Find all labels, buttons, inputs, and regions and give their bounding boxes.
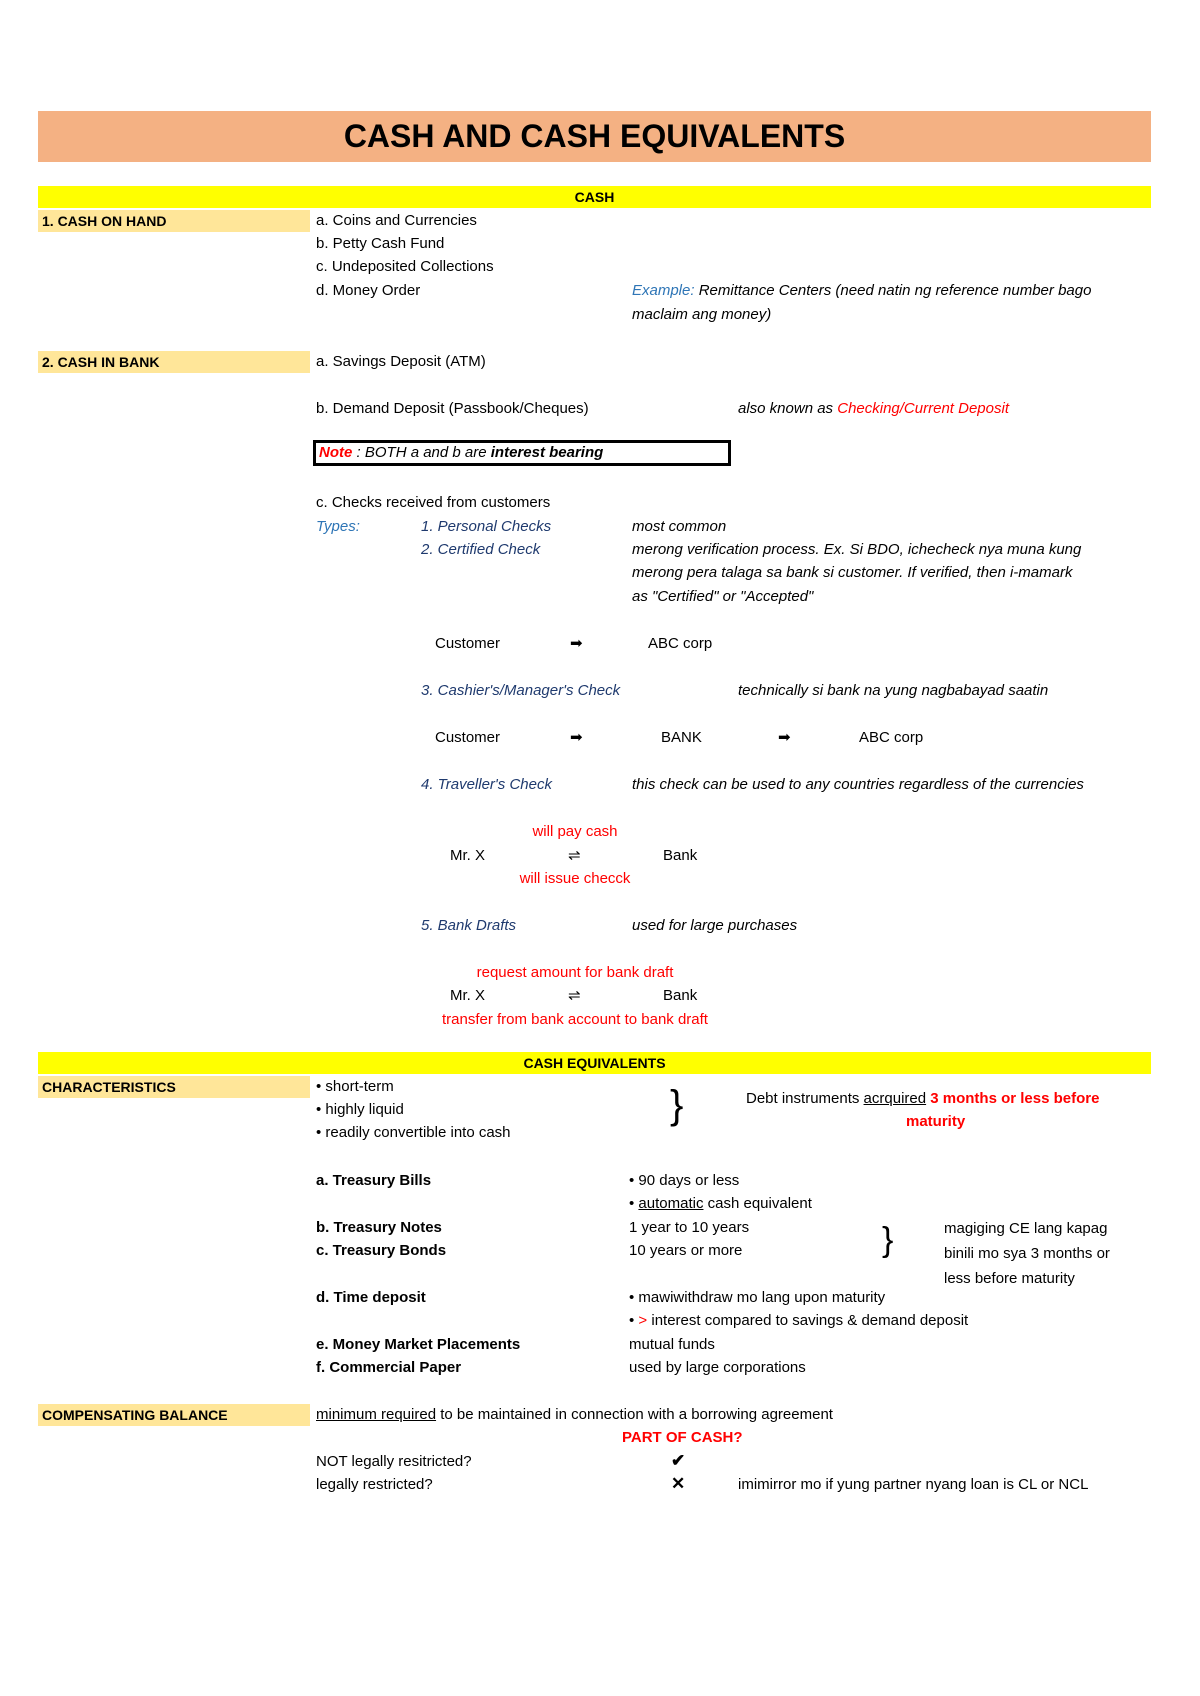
note-bold: interest bearing <box>490 444 604 461</box>
debt-red: 3 months or less before <box>926 1090 1100 1107</box>
aka-label: also known as <box>738 400 834 417</box>
types-label: Types: <box>316 518 360 535</box>
debt-pre: Debt instruments <box>746 1090 864 1107</box>
example-text: Remittance Centers (need natin ng reference number bago <box>698 282 1092 299</box>
type-3: 3. Cashier's/Manager's Check <box>421 682 621 699</box>
ce-item-d-desc-2 <box>629 1311 968 1331</box>
check-icon: ✔ <box>671 1451 686 1470</box>
coh-item-c: c. Undeposited Collections <box>316 258 494 275</box>
type-1: 1. Personal Checks <box>421 518 552 535</box>
ce-item-b: b. Treasury Notes <box>316 1219 442 1236</box>
exchange-arrow-icon: ⇌ <box>568 987 581 1004</box>
ce-item-c: c. Treasury Bonds <box>316 1242 447 1259</box>
coh-item-a: a. Coins and Currencies <box>316 212 477 229</box>
right-brace-icon: } <box>670 1083 684 1127</box>
flow1-abc-corp: ABC corp <box>648 635 713 652</box>
automatic-text: automatic <box>638 1195 704 1212</box>
characteristic-3: • readily convertible into cash <box>316 1124 511 1141</box>
flow2-bank: BANK <box>661 729 702 746</box>
debt-maturity: maturity <box>906 1113 966 1130</box>
ce-item-c-desc: 10 years or more <box>629 1242 743 1259</box>
bullet: • <box>629 1195 639 1212</box>
type-5-desc: used for large purchases <box>632 917 798 934</box>
coh-item-b: b. Petty Cash Fund <box>316 235 445 252</box>
note-colon: : <box>352 444 365 461</box>
type-2-desc-2: merong pera talaga sa bank si customer. If verified, then i-mamark <box>632 564 1073 581</box>
flow4-bank: Bank <box>663 987 698 1004</box>
debt-instruments-note <box>746 1089 1099 1109</box>
type-2: 2. Certified Check <box>421 541 541 558</box>
ce-item-a-desc-2 <box>629 1194 812 1214</box>
cash-section-header: CASH <box>38 186 1151 208</box>
compensating-balance-definition <box>316 1405 833 1425</box>
interest-compare-text: interest compared to savings & demand deposit <box>647 1312 969 1329</box>
example-label: Example: <box>632 282 695 299</box>
restricted-note: imimirror mo if yung partner nyang loan is CL or NCL <box>738 1476 1089 1493</box>
flow3-mr-x: Mr. X <box>450 847 486 864</box>
ce-item-f: f. Commercial Paper <box>316 1359 462 1376</box>
ce-item-a: a. Treasury Bills <box>316 1172 432 1189</box>
cib-item-b: b. Demand Deposit (Passbook/Cheques) <box>316 400 589 417</box>
legally-restricted: legally restricted? <box>316 1476 433 1493</box>
coh-item-d: d. Money Order <box>316 282 421 299</box>
definition-rest: to be maintained in connection with a borrowing agreement <box>436 1406 833 1423</box>
flow2-abc-corp: ABC corp <box>859 729 924 746</box>
type-3-desc: technically si bank na yung nagbabayad saatin <box>738 682 1049 699</box>
ce-item-e: e. Money Market Placements <box>316 1336 521 1353</box>
type-2-desc-1: merong verification process. Ex. Si BDO, ichecheck nya muna kung <box>632 541 1082 558</box>
flow4-mr-x: Mr. X <box>450 987 486 1004</box>
cash-in-bank-label: 2. CASH IN BANK <box>38 351 310 373</box>
greater-than: > <box>638 1312 648 1329</box>
note-box <box>313 440 731 466</box>
ce-item-d-desc-1: • mawiwithdraw mo lang upon maturity <box>629 1289 886 1306</box>
characteristic-1: • short-term <box>316 1078 394 1095</box>
ce-item-f-desc: used by large corporations <box>629 1359 806 1376</box>
right-arrow-icon: ➡ <box>570 729 583 746</box>
ce-item-e-desc: mutual funds <box>629 1336 715 1353</box>
flow1-customer: Customer <box>435 635 501 652</box>
right-arrow-icon: ➡ <box>570 635 583 652</box>
cross-icon: ✕ <box>671 1474 686 1493</box>
type-4-desc: this check can be used to any countries regardless of the currencies <box>632 776 1084 793</box>
ce-item-d: d. Time deposit <box>316 1289 426 1306</box>
right-brace-icon: } <box>882 1221 894 1259</box>
cash-equivalent-text: cash equivalent <box>703 1195 812 1212</box>
bc-note-2: binili mo sya 3 months or <box>944 1245 1110 1262</box>
type-2-desc-3: as "Certified" or "Accepted" <box>632 588 814 605</box>
note-text: BOTH a and b are <box>364 444 491 461</box>
bc-note <box>944 1216 1154 1291</box>
cib-item-c: c. Checks received from customers <box>316 494 551 511</box>
flow3-top-label: will pay cash <box>532 823 618 840</box>
ce-item-b-desc: 1 year to 10 years <box>629 1219 750 1236</box>
note-label: Note <box>319 444 353 461</box>
debt-acquired: acrquired <box>863 1090 927 1107</box>
cash-equivalents-section-header: CASH EQUIVALENTS <box>38 1052 1151 1074</box>
flow3-bank: Bank <box>663 847 698 864</box>
bullet: • <box>629 1312 639 1329</box>
flow4-bottom-label: transfer from bank account to bank draft <box>442 1011 708 1028</box>
characteristic-2: • highly liquid <box>316 1101 404 1118</box>
type-4: 4. Traveller's Check <box>421 776 552 793</box>
part-of-cash-question: PART OF CASH? <box>622 1429 743 1446</box>
coh-example-cont: maclaim ang money) <box>632 306 772 323</box>
flow4-top-label: request amount for bank draft <box>476 964 674 981</box>
not-legally-restricted: NOT legally resitricted? <box>316 1453 472 1470</box>
exchange-arrow-icon: ⇌ <box>568 847 581 864</box>
minimum-required: minimum required <box>316 1406 437 1423</box>
right-arrow-icon: ➡ <box>778 729 791 746</box>
flow3-bottom-label: will issue checck <box>519 870 631 887</box>
characteristics-label: CHARACTERISTICS <box>38 1076 310 1098</box>
type-1-desc: most common <box>632 518 727 535</box>
coh-example <box>632 281 1091 301</box>
ce-item-a-desc-1: • 90 days or less <box>629 1172 740 1189</box>
bc-note-1: magiging CE lang kapag <box>944 1220 1108 1237</box>
type-5: 5. Bank Drafts <box>421 917 517 934</box>
flow2-customer: Customer <box>435 729 501 746</box>
aka-value: Checking/Current Deposit <box>837 400 1009 417</box>
cib-aka <box>738 399 1009 419</box>
compensating-balance-label: COMPENSATING BALANCE <box>38 1404 310 1426</box>
bc-note-3: less before maturity <box>944 1270 1075 1287</box>
cash-on-hand-label: 1. CASH ON HAND <box>38 210 310 232</box>
cib-item-a: a. Savings Deposit (ATM) <box>316 353 486 370</box>
page-title: CASH AND CASH EQUIVALENTS <box>38 111 1151 162</box>
